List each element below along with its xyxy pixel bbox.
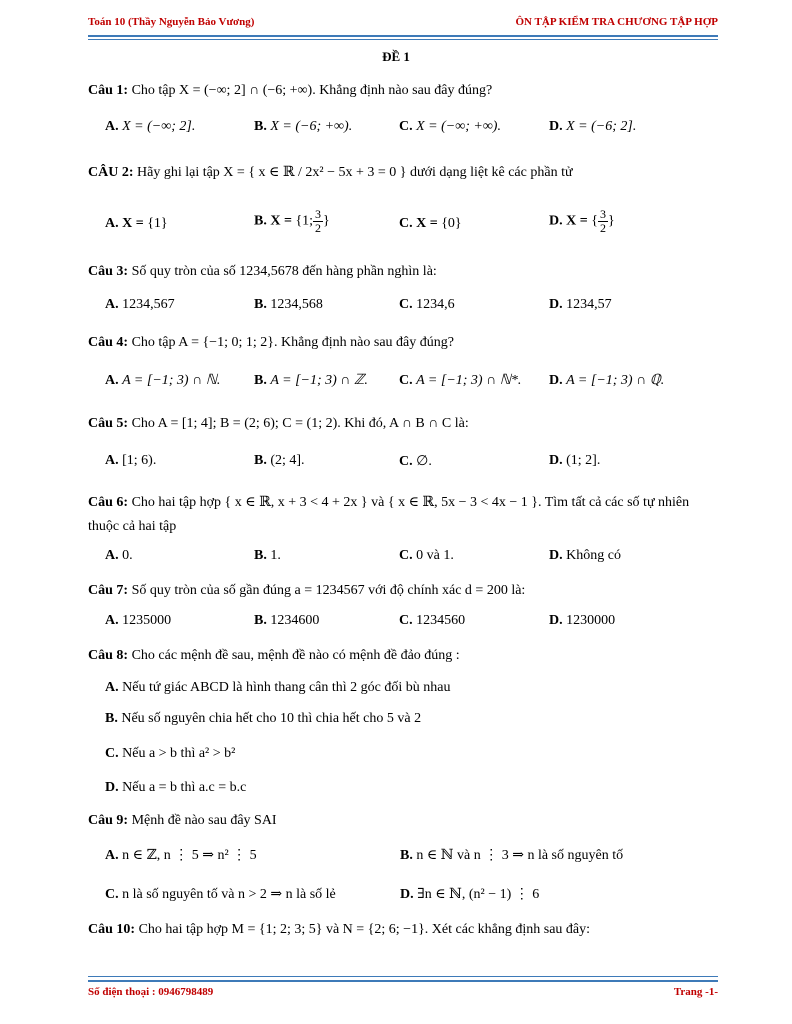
question-4 — [88, 332, 718, 354]
question-number: Câu 1: — [88, 83, 129, 98]
option-c: C. 1234,6 — [399, 297, 455, 312]
question-text: Số quy tròn của số 1234,5678 đến hàng phần nghìn là: — [131, 264, 437, 279]
fraction: $\frac{3}{2}$ — [599, 207, 606, 235]
header-divider-thin — [88, 39, 718, 40]
option-c: C. Nếu a > b thì a² > b² — [105, 746, 236, 761]
option-a: A. 1235000 — [105, 613, 172, 628]
option-b: B. X = {1; $\frac{3}{2}$ } — [254, 207, 330, 235]
option-b: B. 1234600 — [254, 613, 320, 628]
question-8 — [88, 645, 718, 667]
option-b: B. X = (−6; +∞). — [254, 119, 353, 134]
option-a: A. X = (−∞; 2]. — [105, 119, 196, 134]
page-number: Trang -1- — [673, 986, 718, 998]
page-header — [88, 16, 718, 36]
option-c: C. 1234560 — [399, 613, 466, 628]
question-text: Mệnh đề nào sau đây SAI — [131, 813, 277, 828]
question-number: Câu 9: — [88, 813, 129, 828]
option-b: B. A = [−1; 3) ∩ ℤ. — [254, 373, 368, 388]
question-1 — [88, 80, 718, 102]
option-c: C. X = {0} — [399, 216, 462, 231]
exam-title: ĐỀ 1 — [382, 49, 410, 64]
question-9 — [88, 810, 718, 832]
question-text: Số quy tròn của số gần đúng a = 1234567 với độ chính xác d = 200 là: — [131, 583, 526, 598]
phone-number: Số điện thoại : 0946798489 — [88, 986, 214, 998]
question-2 — [88, 162, 718, 184]
option-d: D. Không có — [549, 548, 621, 563]
question-number: Câu 10: — [88, 922, 136, 937]
option-d: D. 1230000 — [549, 613, 616, 628]
question-1-options — [105, 119, 718, 141]
question-7 — [88, 580, 718, 602]
option-d: D. 1234,57 — [549, 297, 612, 312]
option-c: C. X = (−∞; +∞). — [399, 119, 501, 134]
question-7-options — [105, 613, 718, 635]
question-10 — [88, 919, 718, 941]
question-number: Câu 5: — [88, 416, 129, 431]
question-number: Câu 6: — [88, 495, 129, 510]
question-text: Cho hai tập hợp { x ∈ ℝ, x + 3 < 4 + 2x } và { x ∈ ℝ, 5x − 3 < 4x − 1 }. Tìm tất cả các số tự nhiên — [131, 495, 690, 510]
option-d: D. X = (−6; 2]. — [549, 119, 637, 134]
question-text: Cho hai tập hợp M = {1; 2; 3; 5} và N = {2; 6; −1}. Xét các khẳng định sau đây: — [138, 922, 591, 937]
header-divider — [88, 35, 718, 37]
question-6-continued — [88, 516, 718, 538]
question-text: Cho các mệnh đề sau, mệnh đề nào có mệnh đề đảo đúng : — [131, 648, 460, 663]
question-number: CÂU 2: — [88, 165, 134, 180]
header-right: ÔN TẬP KIỂM TRA CHƯƠNG TẬP HỢP — [515, 16, 718, 28]
question-number: Câu 4: — [88, 335, 129, 350]
fraction: $\frac{3}{2}$ — [315, 207, 322, 235]
question-text: Cho A = [1; 4]; B = (2; 6); C = (1; 2). Khi đó, A ∩ B ∩ C là: — [131, 416, 469, 431]
option-b: B. 1. — [254, 548, 281, 563]
option-c: C. n là số nguyên tố và n > 2 ⇒ n là số lẻ — [105, 887, 336, 902]
footer-divider — [88, 980, 718, 982]
option-a: A. Nếu tứ giác ABCD là hình thang cân thì 2 góc đối bù nhau — [105, 680, 451, 695]
header-left: Toán 10 (Thầy Nguyễn Bảo Vương) — [88, 16, 255, 28]
option-c: C. ∅. — [399, 454, 432, 469]
option-c: C. 0 và 1. — [399, 548, 454, 563]
option-d: D. ∃n ∈ ℕ, (n² − 1) ⋮ 6 — [400, 887, 540, 902]
option-d: D. X = { $\frac{3}{2}$ } — [549, 207, 615, 235]
question-5 — [88, 413, 718, 435]
question-number: Câu 8: — [88, 648, 129, 663]
question-number: Câu 7: — [88, 583, 129, 598]
option-b: B. Nếu số nguyên chia hết cho 10 thì chia hết cho 5 và 2 — [105, 711, 422, 726]
question-6-options — [105, 548, 718, 570]
option-a: A. A = [−1; 3) ∩ ℕ. — [105, 373, 221, 388]
footer-divider-thin — [88, 976, 718, 977]
question-text: Hãy ghi lại tập X = { x ∈ ℝ / 2x² − 5x + 3 = 0 } dưới dạng liệt kê các phần tử — [137, 165, 573, 180]
question-3-options — [105, 297, 718, 319]
option-b: B. n ∈ ℕ và n ⋮ 3 ⇒ n là số nguyên tố — [400, 848, 624, 863]
option-d: D. A = [−1; 3) ∩ ℚ. — [549, 373, 665, 388]
option-a: A. X = {1} — [105, 216, 168, 231]
option-a: A. 1234,567 — [105, 297, 175, 312]
option-a: A. [1; 6). — [105, 453, 157, 468]
question-text: Cho tập X = (−∞; 2] ∩ (−6; +∞). Khẳng định nào sau đây đúng? — [131, 83, 493, 98]
question-number: Câu 3: — [88, 264, 129, 279]
question-text: thuộc cả hai tập — [88, 519, 177, 534]
option-d: D. (1; 2]. — [549, 453, 601, 468]
option-b: B. (2; 4]. — [254, 453, 305, 468]
question-2-options — [105, 208, 718, 244]
question-3 — [88, 261, 718, 283]
question-4-options — [105, 372, 718, 394]
option-a: A. n ∈ ℤ, n ⋮ 5 ⇒ n² ⋮ 5 — [105, 848, 257, 863]
option-d: D. Nếu a = b thì a.c = b.c — [105, 780, 247, 795]
option-b: B. 1234,568 — [254, 297, 323, 312]
option-a: A. 0. — [105, 548, 133, 563]
option-c: C. A = [−1; 3) ∩ ℕ*. — [399, 373, 522, 388]
question-6 — [88, 492, 718, 514]
question-5-options — [105, 453, 718, 475]
question-text: Cho tập A = {−1; 0; 1; 2}. Khẳng định nào sau đây đúng? — [131, 335, 454, 350]
